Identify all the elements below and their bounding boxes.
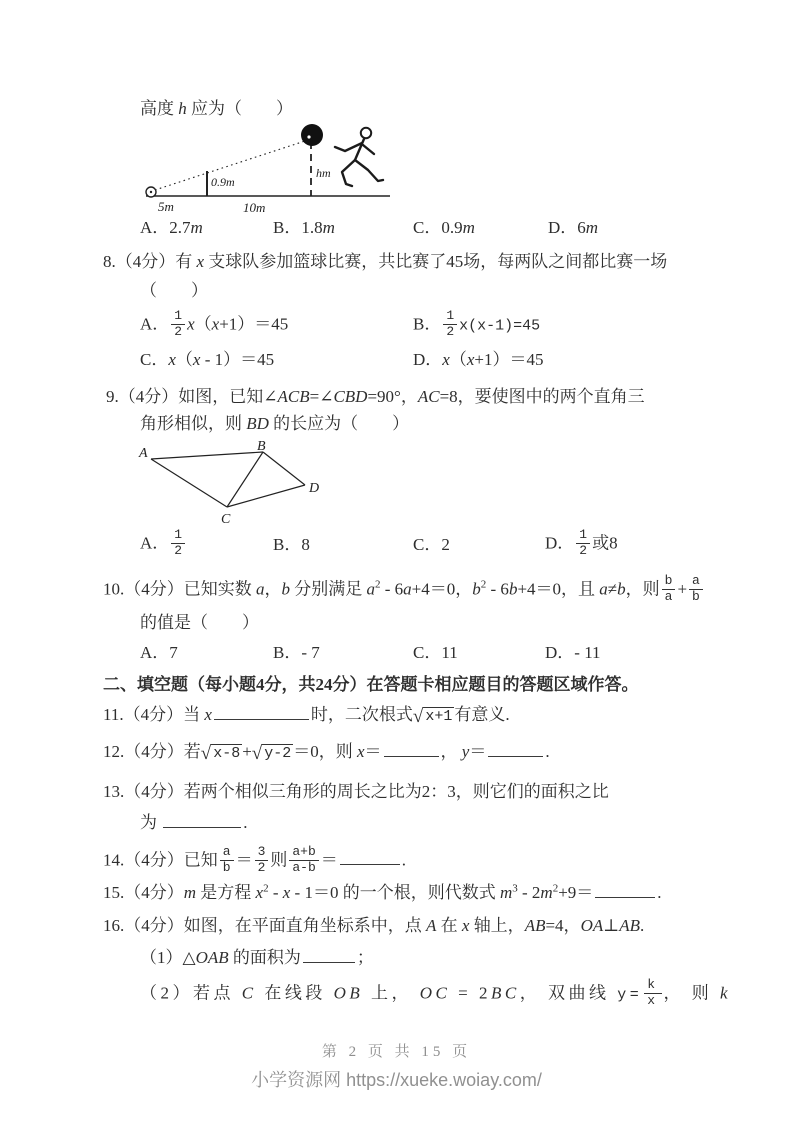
- q16-sub2: （2）若点 C 在线段 OB 上， OC = 2BC， 双曲线 y= $\frac{k}{x}$ ， 则 k: [140, 977, 732, 1008]
- q7-stem: 高度 h 应为（ ）: [140, 99, 293, 118]
- q7-option-c: C．0.9m: [413, 218, 475, 237]
- triangle-lines: [151, 452, 305, 507]
- site-watermark: 小学资源网 https://xueke.woiay.com/: [251, 1070, 542, 1090]
- q8-option-a: A． $\frac{1}{2}$ x（x+1）＝45: [140, 308, 289, 339]
- q8-option-c: C．x（x - 1）＝45: [140, 350, 275, 369]
- q9-option-a: A． $\frac{1}{2}$: [140, 529, 187, 560]
- q9-option-d: D． $\frac{1}{2}$ 或8: [545, 527, 618, 558]
- q9-option-b: B．8: [273, 535, 310, 554]
- q9-stem-line2: 角形相似，则 BD 的长应为（ ）: [140, 414, 410, 433]
- distance-near-label: 5m: [158, 199, 174, 214]
- q16-sub1: （1）△OAB 的面积为 ；: [140, 948, 374, 967]
- q10-option-a: A．7: [140, 643, 178, 662]
- q7-figure: [140, 120, 398, 216]
- q9-stem-line1: 9.（4分）如图，已知∠ACB=∠CBD=90°，AC=8，要使图中的两个直角三: [106, 387, 645, 406]
- page-number: 第 2 页 共 15 页: [321, 1044, 472, 1060]
- vertex-c-label: C: [221, 512, 231, 527]
- section2-header: 二、填空题（每小题4分，共24分）在答题卡相应题目的答题区域作答。: [103, 675, 639, 694]
- q7-option-a: A．2.7m: [140, 218, 203, 237]
- q9-option-c: C．2: [413, 535, 450, 554]
- ball-height-label: hm: [316, 166, 331, 180]
- q8-option-b: B． $\frac{1}{2}$ x(x-1)=45: [413, 308, 541, 339]
- q7-option-d: D．6m: [548, 218, 599, 237]
- q14-stem: 14.（4分）已知 $\frac{a}{b}$ ＝ $\frac{3}{2}$ 则 $\frac{a+b}{a-b}$ ＝ .: [103, 844, 407, 875]
- q9-figure: [138, 441, 334, 527]
- q10-option-d: D．- 11: [545, 643, 601, 662]
- q15-stem: 15.（4分）m 是方程 $x^2 - x - 1=0$ 的一个根，则代数式 $m^3 - 2m^2+9=$ .: [103, 882, 662, 902]
- vertex-a-label: A: [139, 446, 148, 461]
- distance-far-label: 10m: [243, 200, 266, 215]
- q11-stem: 11.（4分）当 x 时，二次根式√ x+1 有意义.: [103, 705, 510, 727]
- q13-stem-line2: 为 .: [140, 813, 248, 832]
- vertex-b-label: B: [257, 441, 266, 454]
- vertex-d-label: D: [309, 481, 320, 496]
- q8-stem: 8.（4分）有 x 支球队参加篮球比赛，共比赛了45场，每两队之间都比赛一场: [103, 252, 668, 271]
- q10-stem-line2: 的值是（ ）: [140, 613, 259, 632]
- q8-option-d: D．x（x+1）＝45: [413, 350, 544, 369]
- q16-stem: 16.（4分）如图，在平面直角坐标系中，点 A 在 x 轴上，AB=4，OA⊥AB.: [103, 916, 645, 935]
- q10-option-c: C．11: [413, 643, 458, 662]
- pole-height-label: 0.9m: [211, 175, 235, 189]
- q8-paren: （ ）: [140, 281, 208, 300]
- q10-stem-line1: 10.（4分）已知实数 a，b 分别满足 $a^2 - 6a+4=0$，$b^2 - 6b+4=0$，且 a≠b，则 $\frac{b}{a}$ + $\frac{a}{b}$: [103, 575, 705, 606]
- runner-icon: [335, 128, 383, 186]
- q12-stem: 12.（4分）若√ x-8 +√ y-2 ＝0，则 x＝ ， y＝ .: [103, 742, 550, 764]
- q7-option-b: B．1.8m: [273, 218, 335, 237]
- q13-stem-line1: 13.（4分）若两个相似三角形的周长之比为2：3，则它们的面积之比: [103, 782, 609, 801]
- q10-option-b: B．- 7: [273, 643, 320, 662]
- ball-icon: [301, 124, 323, 146]
